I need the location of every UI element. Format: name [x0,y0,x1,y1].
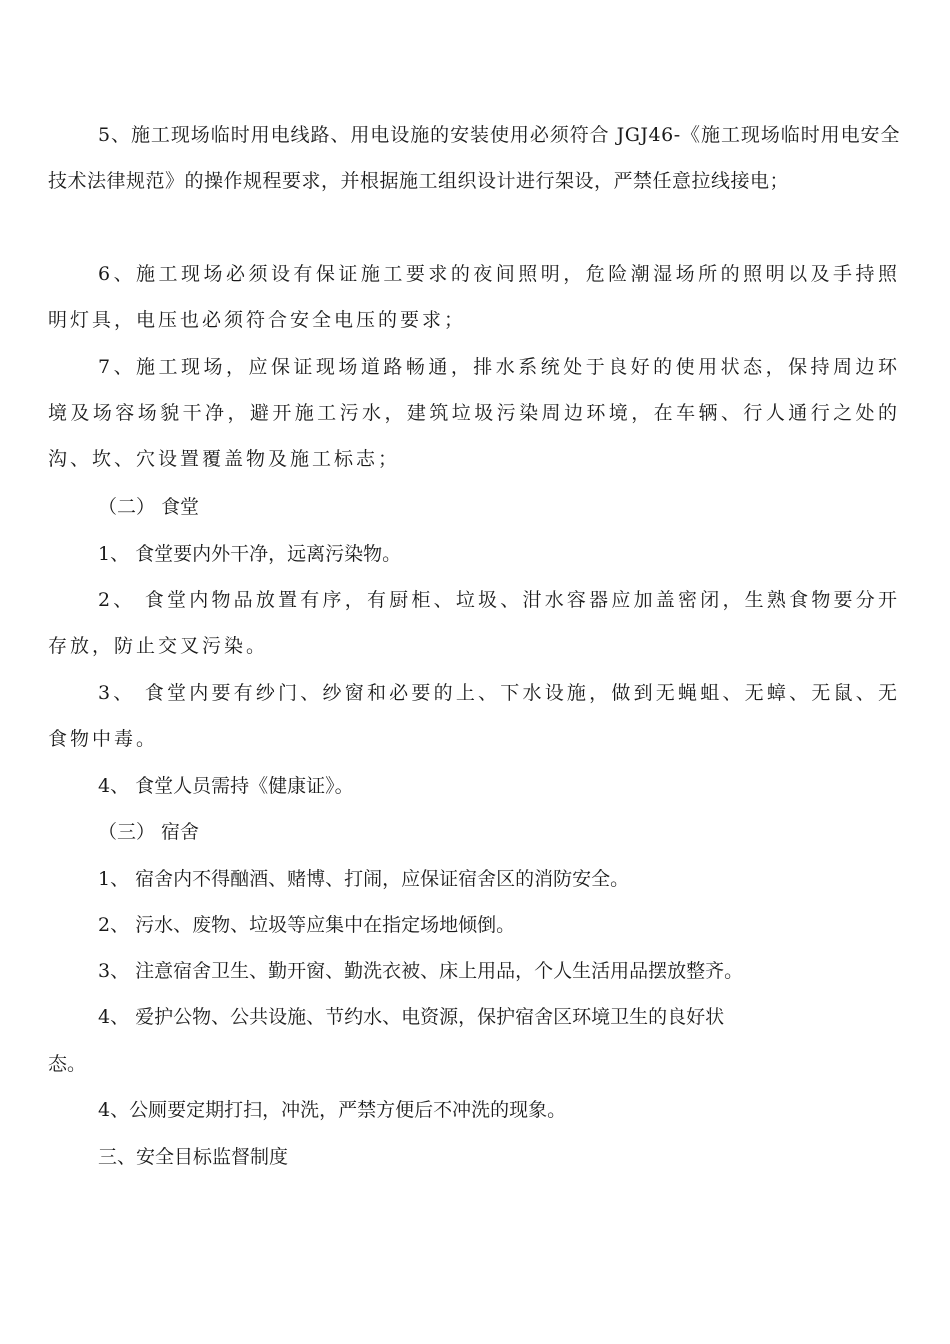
canteen-item-4: 4、 食堂人员需持《健康证》。 [98,775,354,797]
canteen-item-1: 1、 食堂要内外干净，远离污染物。 [98,543,402,565]
section-heading-safety-supervision: 三、安全目标监督制度 [98,1146,289,1168]
dorm-item-3: 3、 注意宿舍卫生、勤开窗、勤洗衣被、床上用品，个人生活用品摆放整齐。 [98,960,744,982]
canteen-item-3: 3、 食堂内要有纱门、纱窗和必要的上、下水设施，做到无蝇蛆、无蟑、无鼠、无食物中毒。 [48,682,900,750]
dorm-item-2: 2、 污水、废物、垃圾等应集中在指定场地倾倒。 [98,914,516,936]
dorm-item-toilet: 4、公厕要定期打扫，冲洗，严禁方便后不冲洗的现象。 [98,1099,567,1121]
dorm-item-1: 1、 宿舍内不得酗酒、赌博、打闹，应保证宿舍区的消防安全。 [98,868,630,890]
canteen-item-2: 2、 食堂内物品放置有序，有厨柜、垃圾、泔水容器应加盖密闭，生熟食物要分开存放，防止交叉污染。 [48,589,900,657]
dorm-item-4: 4、 爱护公物、公共设施、节约水、电资源，保护宿舍区环境卫生的良好状 [98,1006,725,1028]
paragraph-item-6: 6、施工现场必须设有保证施工要求的夜间照明，危险潮湿场所的照明以及手持照明灯具，电压也必须符合安全电压的要求； [48,263,900,331]
paragraph-item-5: 5、施工现场临时用电线路、用电设施的安装使用必须符合 JGJ46-《施工现场临时用电安全技术法律规范》的操作规程要求，并根据施工组织设计进行架设，严禁任意拉线接电； [48,124,900,192]
dorm-item-4-continuation: 态。 [48,1053,87,1075]
section-heading-canteen: （二） 食堂 [98,496,200,518]
section-heading-dorm: （三） 宿舍 [98,821,200,843]
paragraph-item-7: 7、施工现场，应保证现场道路畅通，排水系统处于良好的使用状态，保持周边环境及场容场貌干净，避开施工污水，建筑垃圾污染周边环境，在车辆、行人通行之处的沟、坎、穴设置覆盖物及施工标志； [48,356,900,470]
